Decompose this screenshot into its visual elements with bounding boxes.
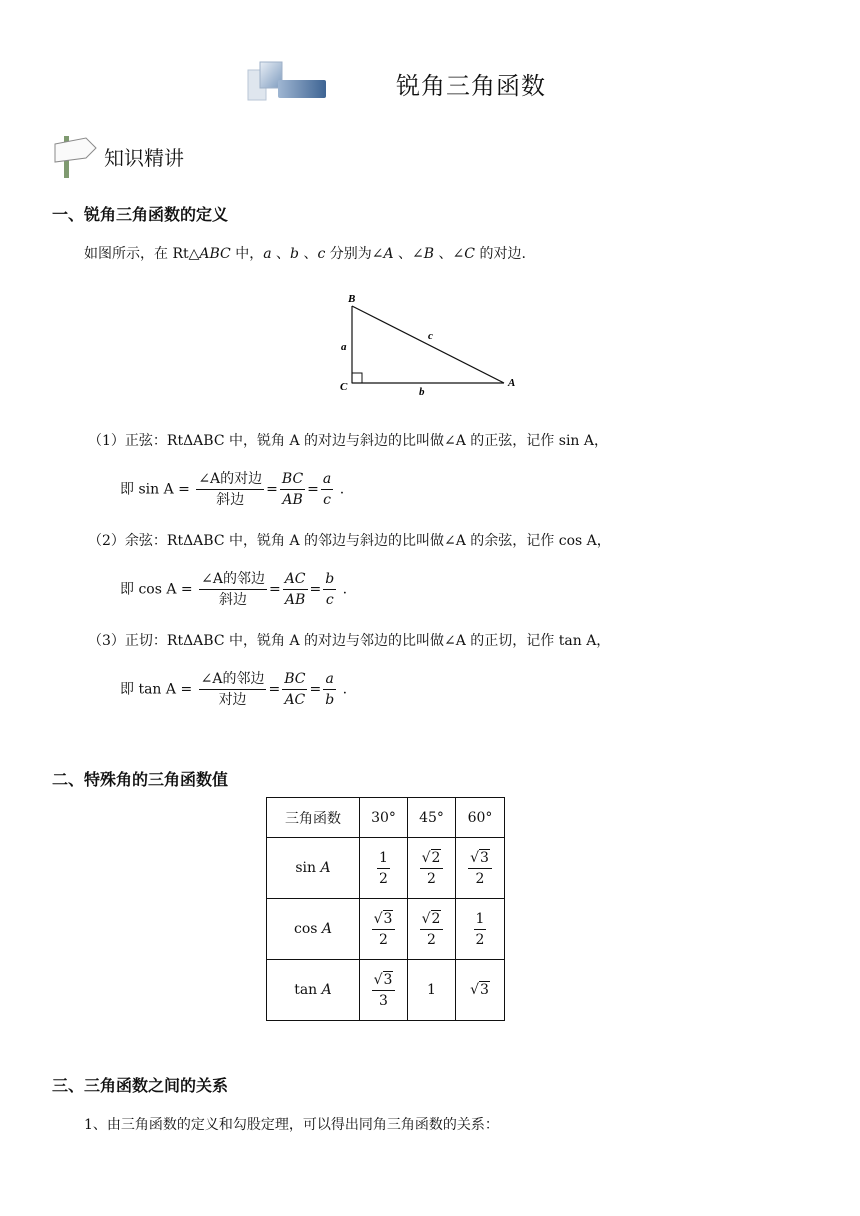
table-row xyxy=(267,838,505,899)
row-label-cell: tan A xyxy=(267,960,360,1021)
table-value-cell: $\frac{√3}{2}$ xyxy=(360,899,408,960)
side-c-label: c xyxy=(428,330,433,342)
sin-definition: （1）正弦：RtΔABC 中，锐角 A 的对边与斜边的比叫做∠A 的正弦，记作 sin A， xyxy=(88,433,608,449)
signpost-icon xyxy=(52,132,100,180)
side-c-line xyxy=(352,306,504,383)
section-heading-2: 二、特殊角的三角函数值 xyxy=(52,770,229,789)
side-b-label: b xyxy=(419,386,425,398)
table-header-cell: 三角函数 xyxy=(267,798,360,838)
cos-formula: 即 cos A = $\frac{\text{∠A的邻边}}{\text{斜边}}$ = $\frac{AC}{AB}$ = $\frac{b}{c}$ . xyxy=(120,571,348,608)
table-row xyxy=(267,960,505,1021)
cos-definition: （2）余弦：RtΔABC 中，锐角 A 的邻边与斜边的比叫做∠A 的余弦，记作 cos A， xyxy=(88,533,611,549)
table-value-cell: $\frac{√2}{2}$ xyxy=(408,838,456,899)
tan-formula: 即 tan A = $\frac{\text{∠A的邻边}}{\text{对边}}$ = $\frac{BC}{AC}$ = $\frac{a}{b}$ . xyxy=(120,671,348,708)
table-row xyxy=(267,899,505,960)
relations-paragraph: 1、由三角函数的定义和勾股定理，可以得出同角三角函数的关系： xyxy=(84,1117,499,1133)
sin-formula: 即 sin A = $\frac{\text{∠A的对边}}{\text{斜边}}$ = $\frac{BC}{AB}$ = $\frac{a}{c}$ . xyxy=(120,471,345,508)
side-a-label: a xyxy=(341,341,347,353)
table-header-cell: 45° xyxy=(408,798,456,838)
table-header-cell: 60° xyxy=(456,798,505,838)
table-value-cell: $\frac{√3}{2}$ xyxy=(456,838,505,899)
intro-paragraph: 如图所示，在 Rt△ABC 中，a 、b 、c 分别为∠A 、∠B 、∠C 的对边. xyxy=(84,246,526,262)
table-value-cell: √3 xyxy=(456,960,505,1021)
table-value-cell: $\frac{1}{2}$ xyxy=(360,838,408,899)
table-value-cell: $\frac{√2}{2}$ xyxy=(408,899,456,960)
row-label-cell: sin A xyxy=(267,838,360,899)
page-title: 锐角三角函数 xyxy=(396,72,546,100)
table-value-cell: $\frac{1}{2}$ xyxy=(456,899,505,960)
vertex-A-label: A xyxy=(508,377,516,389)
tan-definition: （3）正切：RtΔABC 中，锐角 A 的对边与邻边的比叫做∠A 的正切，记作 tan A， xyxy=(88,633,611,649)
header-logo xyxy=(246,60,328,102)
vertex-B-label: B xyxy=(348,293,356,305)
vertex-C-label: C xyxy=(340,381,348,393)
right-angle-mark xyxy=(352,373,362,383)
row-label-cell: cos A xyxy=(267,899,360,960)
table-value-cell: $\frac{√3}{3}$ xyxy=(360,960,408,1021)
section-heading-3: 三、三角函数之间的关系 xyxy=(52,1076,229,1095)
section-banner-label: 知识精讲 xyxy=(104,146,184,170)
table-value-cell: 1 xyxy=(408,960,456,1021)
section-heading-1: 一、锐角三角函数的定义 xyxy=(52,205,229,224)
triangle-diagram xyxy=(330,286,530,402)
table-header-row xyxy=(267,798,505,838)
table-header-cell: 30° xyxy=(360,798,408,838)
special-angle-table xyxy=(266,797,505,1021)
